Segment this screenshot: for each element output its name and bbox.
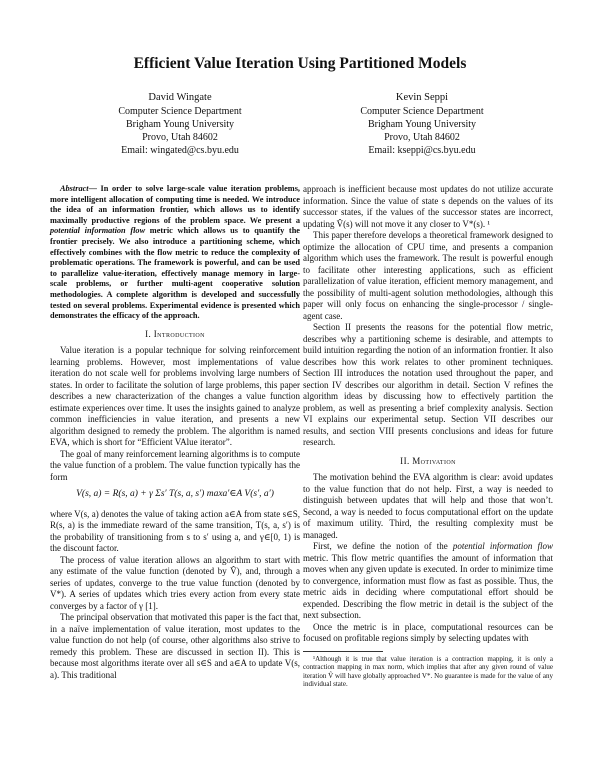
author-name: Kevin Seppi — [395, 92, 449, 103]
abstract — [50, 184, 300, 322]
footnote-rule — [303, 651, 383, 652]
author-email: Email: kseppi@cs.byu.edu — [368, 145, 476, 156]
value-function-equation: V(s, a) = R(s, a) + γ Σs′ T(s, a, s′) maxa′∈A V(s′, a′) — [76, 489, 274, 500]
paragraph: Section II presents the reasons for the potential flow metric, describes why a partitioning scheme is desirable, and attempts to build intuition regarding the notion of an information frontier. It also describes how this work relates to other prominent techniques. Section III introduces the notation used throughout the paper, and section IV describes our algorithm in detail. Section V refines the algorithm ideas by discussing how to effectively partition the problem, as well as presenting a brief complexity analysis. Section VI explains our experimental setup. Section VII describes our results, and section VIII presents conclusions and ideas for future research. — [303, 322, 553, 447]
paragraph-text: First, we define the notion of the — [313, 541, 453, 551]
left-column — [50, 184, 300, 681]
section-heading-introduction: I. Introduction — [145, 328, 205, 339]
author-dept: Computer Science Department — [118, 106, 242, 117]
paper-title: Efficient Value Iteration Using Partitioned Models — [133, 55, 467, 72]
author-email: Email: wingated@cs.byu.edu — [121, 145, 239, 156]
abstract-emphasis: potential information flow — [50, 226, 146, 236]
paragraph: Value iteration is a popular technique for solving reinforcement learning problems. However, most implementations of value iteration do not scale well for problems involving large numbers of states. In order to facilitate the solution of large problems, this paper describes a new characterization of the changes a value function estimate experiences over time. It uses the insights gained to analyze common inefficiencies in value iteration, and presents a new algorithm designed to remedy the problem. The algorithm is named EVA, which is short for “Efficient VAlue iterator”. — [50, 345, 300, 448]
author-name: David Wingate — [148, 92, 212, 103]
author-univ: Brigham Young University — [367, 119, 477, 130]
paragraph: approach is inefficient because most updates do not utilize accurate information. Since the value of state s depends on the values of its successor states, if the values of the successor states are incorrect, updating V̂(s) will not move it any closer to V*(s). ¹ — [303, 184, 553, 229]
paragraph — [303, 541, 553, 622]
abstract-text-2: metric which allows us to quantify the frontier precisely. We also introduce a partitioning scheme, which effectively combines with the flow metric to reduce the complexity of problematic operations. The framework is powerful, and can be used to parallelize value-iteration, effectively manage memory in large-scale problems, or further multi-agent cooperative solution methodologies. A complete algorithm is developed and successfully tested on several problems. Experimental evidence is presented which demonstrates the efficacy of the approach. — [50, 226, 300, 321]
abstract-dash: — — [88, 184, 101, 193]
paragraph: The process of value iteration allows an algorithm to start with any estimate of the value function (denoted by V̂), and, through a series of updates, converge to the true value function (denoted by V*). A series of updates which tries every action from every state converges by a factor of γ [1]. — [50, 554, 300, 611]
author-univ: Brigham Young University — [125, 119, 235, 130]
abstract-lead: Abstract — [60, 184, 89, 193]
abstract-text: In order to solve large-scale value iteration problems, more intelligent allocation of computing time is needed. We introduce the idea of an information frontier, which allows us to identify maximally productive regions of the problem space. We present a — [50, 184, 300, 225]
author-dept: Computer Science Department — [360, 106, 484, 117]
paragraph: where V(s, a) denotes the value of taking action a∈A from state s∈S, R(s, a) is the immediate reward of the same transition, T(s, a, s′) is the probability of transitioning from s to s′ using a, and γ∈[0, 1) is the discount factor. — [50, 508, 300, 554]
paragraph: The goal of many reinforcement learning algorithms is to compute the value function of a problem. The value function typically has the form — [50, 448, 300, 482]
author-block-1 — [60, 91, 300, 157]
author-city: Provo, Utah 84602 — [384, 132, 460, 143]
paragraph-text-2: metric. This flow metric quantifies the amount of information that moves when any given update is executed. In order to minimize time to convergence, information must flow as fast as possible. Thus, the metric aids in deciding where computational effort should be expended. Describing the flow metric in detail is the subject of the next subsection. — [303, 552, 553, 620]
footnote: ¹Although it is true that value iteration is a contraction mapping, it is only a contraction mapping in max norm, which implies that after any given round of value iteration V̂ will have globally approached V*. No guarantee is made for the value of any individual state. — [303, 654, 553, 689]
paragraph-emphasis: potential information flow — [452, 541, 553, 551]
paragraph: This paper therefore develops a theoretical framework designed to optimize the allocation of CPU time, and presents a companion algorithm which uses the framework. The result is powerful enough to facilitate other interesting applications, such as efficient parallelization of value iteration, efficient memory management, and the possibility of multi-agent solution methodologies, although this paper will only focus on enhancing the single-processor / single-agent case. — [303, 230, 553, 321]
author-block-2 — [302, 91, 542, 157]
paragraph: The principal observation that motivated this paper is the fact that, in a naïve implementation of value iteration, most updates to the value function do not help (of course, other algorithms also strive to remedy this problem. These are discussed in section II). This is because most algorithms iterate over all s∈S and a∈A to update V(s, a). This traditional — [50, 612, 300, 680]
author-city: Provo, Utah 84602 — [142, 132, 218, 143]
section-heading-motivation: II. Motivation — [400, 455, 456, 466]
right-column — [303, 184, 553, 689]
paragraph: The motivation behind the EVA algorithm is clear: avoid updates to the value function that do not help. First, a way is needed to distinguish between updates that will help and those that won’t. Second, a way is needed to focus computational effort on the update of maximum utility. Third, the resulting complexity must be managed. — [303, 472, 553, 540]
paragraph: Once the metric is in place, computational resources can be focused on profitable regions simply by selecting updates with — [303, 621, 553, 643]
